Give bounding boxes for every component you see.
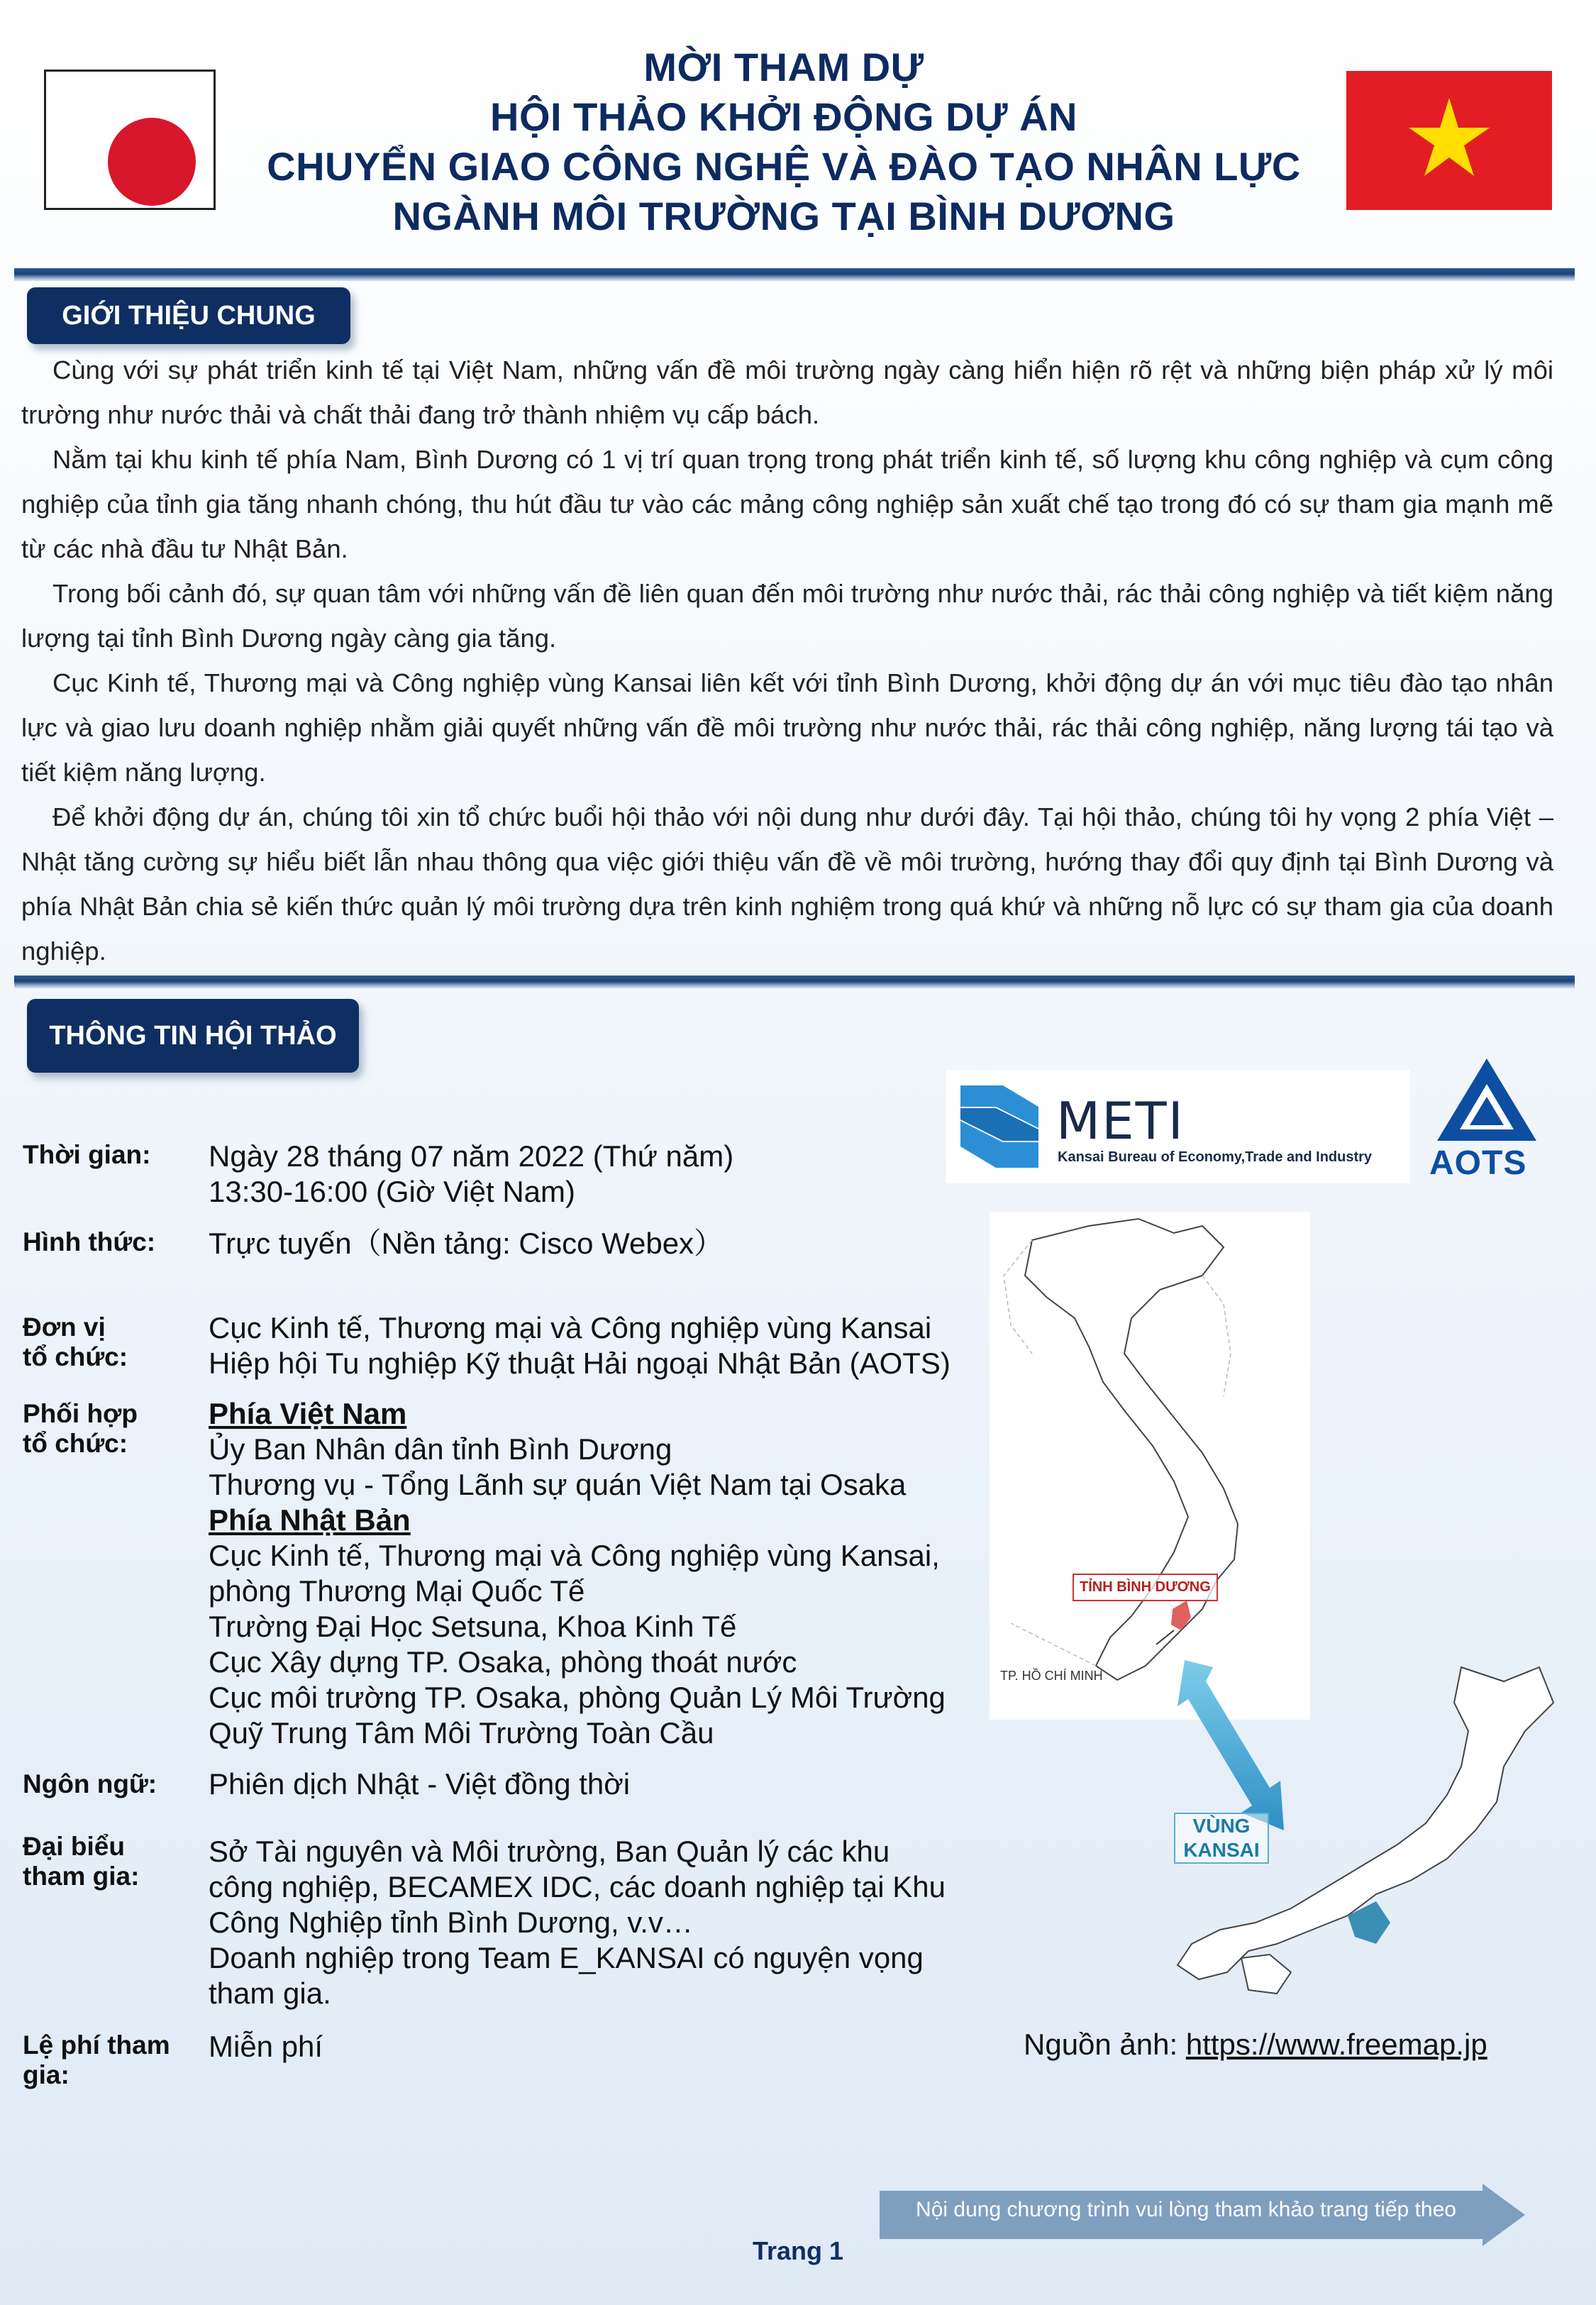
participants-line: tham gia.: [209, 1977, 331, 2010]
organizer-label-1: Đơn vị: [23, 1312, 106, 1342]
jp-side-line: Cục môi trường TP. Osaka, phòng Quản Lý Môi Trường: [209, 1681, 946, 1714]
vietnam-flag: [1346, 71, 1552, 210]
next-page-note: Nội dung chương trình vui lòng tham khảo trang tiếp theo: [916, 2198, 1456, 2221]
jp-side-line: Trường Đại Học Setsuna, Khoa Kinh Tế: [209, 1610, 737, 1643]
page-number: Trang 1: [752, 2236, 844, 2265]
hcm-label: TP. HỒ CHÍ MINH: [1000, 1669, 1103, 1683]
aots-name: AOTS: [1429, 1144, 1527, 1182]
intro-heading: GIỚI THIỆU CHUNG: [27, 287, 350, 344]
participants-label-2: tham gia:: [23, 1862, 140, 1891]
fee-label-2: gia:: [23, 2060, 70, 2089]
fee-label-1: Lệ phí tham: [23, 2030, 170, 2060]
binh-duong-label: TỈNH BÌNH DƯƠNG: [1073, 1574, 1218, 1601]
intro-paragraph: Trong bối cảnh đó, sự quan tâm với những vấn đề liên quan đến môi trường như nước thải, rác thải công nghiệp và tiết kiệm năng lượng tại tỉnh Bình Dương ngày càng gia tăng.: [21, 579, 1553, 653]
vn-side-line: Ủy Ban Nhân dân tỉnh Bình Dương: [209, 1432, 672, 1466]
meti-name: METI: [1056, 1091, 1185, 1151]
time-line-hours: 13:30-16:00 (Giờ Việt Nam): [209, 1175, 576, 1208]
aots-mark-icon: [1434, 1056, 1539, 1144]
organizer-line: Hiệp hội Tu nghiệp Kỹ thuật Hải ngoại Nhật Bản (AOTS): [209, 1347, 951, 1380]
header-divider: [14, 268, 1575, 281]
jp-side-heading: Phía Nhật Bản: [209, 1503, 411, 1537]
meti-subtitle: Kansai Bureau of Economy,Trade and Industry: [1058, 1149, 1373, 1165]
section-divider: [14, 975, 1575, 988]
title-line-2: HỘI THẢO KHỞI ĐỘNG DỰ ÁN: [490, 94, 1077, 139]
format-value: Trực tuyến（Nền tảng: Cisco Webex）: [209, 1227, 724, 1260]
source-label: Nguồn ảnh:: [1024, 2028, 1186, 2061]
jp-side-line: Quỹ Trung Tâm Môi Trường Toàn Cầu: [209, 1716, 714, 1750]
vn-side-line: Thương vụ - Tổng Lãnh sự quán Việt Nam tại Osaka: [209, 1468, 907, 1501]
fee-value: Miễn phí: [209, 2030, 323, 2063]
intro-body: [21, 348, 1553, 973]
image-source: [1024, 2028, 1487, 2062]
participants-line: Công Nghiệp tỉnh Bình Dương, v.v…: [209, 1906, 693, 1939]
intro-paragraph: Cục Kinh tế, Thương mại và Công nghiệp vùng Kansai liên kết với tỉnh Bình Dương, khởi động dự án với mục tiêu đào tạo nhân lực và giao lưu doanh nghiệp nhằm giải quyết những vấn đề môi trường như nước thải, rác thải công nghiệp, năng lượng tái tạo và tiết kiệm năng lượng.: [21, 668, 1553, 787]
info-heading: THÔNG TIN HỘI THẢO: [27, 999, 359, 1073]
organizer-line: Cục Kinh tế, Thương mại và Công nghiệp vùng Kansai: [209, 1311, 932, 1344]
meti-logo: [946, 1070, 1410, 1183]
intro-paragraph: Cùng với sự phát triển kinh tế tại Việt Nam, những vấn đề môi trường ngày càng hiển hiện rõ rệt và những biện pháp xử lý môi trường như nước thải và chất thải đang trở thành nhiệm vụ cấp bách.: [21, 355, 1553, 429]
kansai-label: VÙNG KANSAI: [1174, 1813, 1269, 1864]
time-line-date: Ngày 28 tháng 07 năm 2022 (Thứ năm): [209, 1139, 734, 1173]
japan-flag: [44, 70, 216, 210]
meti-mark-icon: [953, 1078, 1046, 1175]
source-link[interactable]: https://www.freemap.jp: [1185, 2028, 1487, 2061]
time-label: Thời gian:: [23, 1140, 151, 1169]
vietnam-star-icon: [1346, 71, 1552, 210]
jp-side-line: Cục Xây dựng TP. Osaka, phòng thoát nước: [209, 1645, 797, 1679]
organizer-label-2: tổ chức:: [23, 1342, 128, 1371]
jp-side-line: Cục Kinh tế, Thương mại và Công nghiệp vùng Kansai,: [209, 1539, 940, 1572]
japan-sun: [108, 118, 196, 206]
jp-side-line: phòng Thương Mại Quốc Tế: [209, 1574, 585, 1608]
vn-side-heading: Phía Việt Nam: [209, 1397, 407, 1430]
coorg-label-2: tổ chức:: [23, 1429, 128, 1458]
japan-map: [1078, 1639, 1561, 2008]
coorg-label-1: Phối hợp: [23, 1399, 138, 1428]
participants-line: Sở Tài nguyên và Môi trường, Ban Quản lý các khu: [209, 1835, 890, 1868]
format-label: Hình thức:: [23, 1227, 156, 1256]
title-line-1: MỜI THAM DỰ: [643, 45, 924, 89]
participants-line: công nghiệp, BECAMEX IDC, các doanh nghiệp tại Khu: [209, 1870, 946, 1903]
participants-line: Doanh nghiệp trong Team E_KANSAI có nguyện vọng: [209, 1941, 924, 1974]
title-line-4: NGÀNH MÔI TRƯỜNG TẠI BÌNH DƯƠNG: [392, 194, 1175, 238]
connection-arrow-icon: [1163, 1653, 1305, 1837]
participants-label-1: Đại biểu: [23, 1832, 125, 1861]
title-line-3: CHUYỂN GIAO CÔNG NGHỆ VÀ ĐÀO TẠO NHÂN LỰC: [267, 144, 1301, 189]
intro-paragraph: Để khởi động dự án, chúng tôi xin tổ chức buổi hội thảo với nội dung như dưới đây. Tại hội thảo, chúng tôi hy vọng 2 phía Việt – Nhật tăng cường sự hiểu biết lẫn nhau thông qua việc giới thiệu vấn đề về môi trường, hướng thay đổi quy định tại Bình Dương và phía Nhật Bản chia sẻ kiến thức quản lý môi trường dựa trên kinh nghiệm trong quá khứ và những nỗ lực có sự tham gia của doanh nghiệp.: [21, 802, 1553, 966]
language-value: Phiên dịch Nhật - Việt đồng thời: [209, 1767, 631, 1801]
language-label: Ngôn ngữ:: [23, 1769, 157, 1798]
intro-paragraph: Nằm tại khu kinh tế phía Nam, Bình Dương có 1 vị trí quan trọng trong phát triển kinh tế, số lượng khu công nghiệp và cụm công nghiệp của tỉnh gia tăng nhanh chóng, thu hút đầu tư vào các mảng công nghiệp sản xuất chế tạo trong đó có sự tham gia mạnh mẽ từ các nhà đầu tư Nhật Bản.: [21, 445, 1553, 563]
page-title: [234, 43, 1334, 241]
